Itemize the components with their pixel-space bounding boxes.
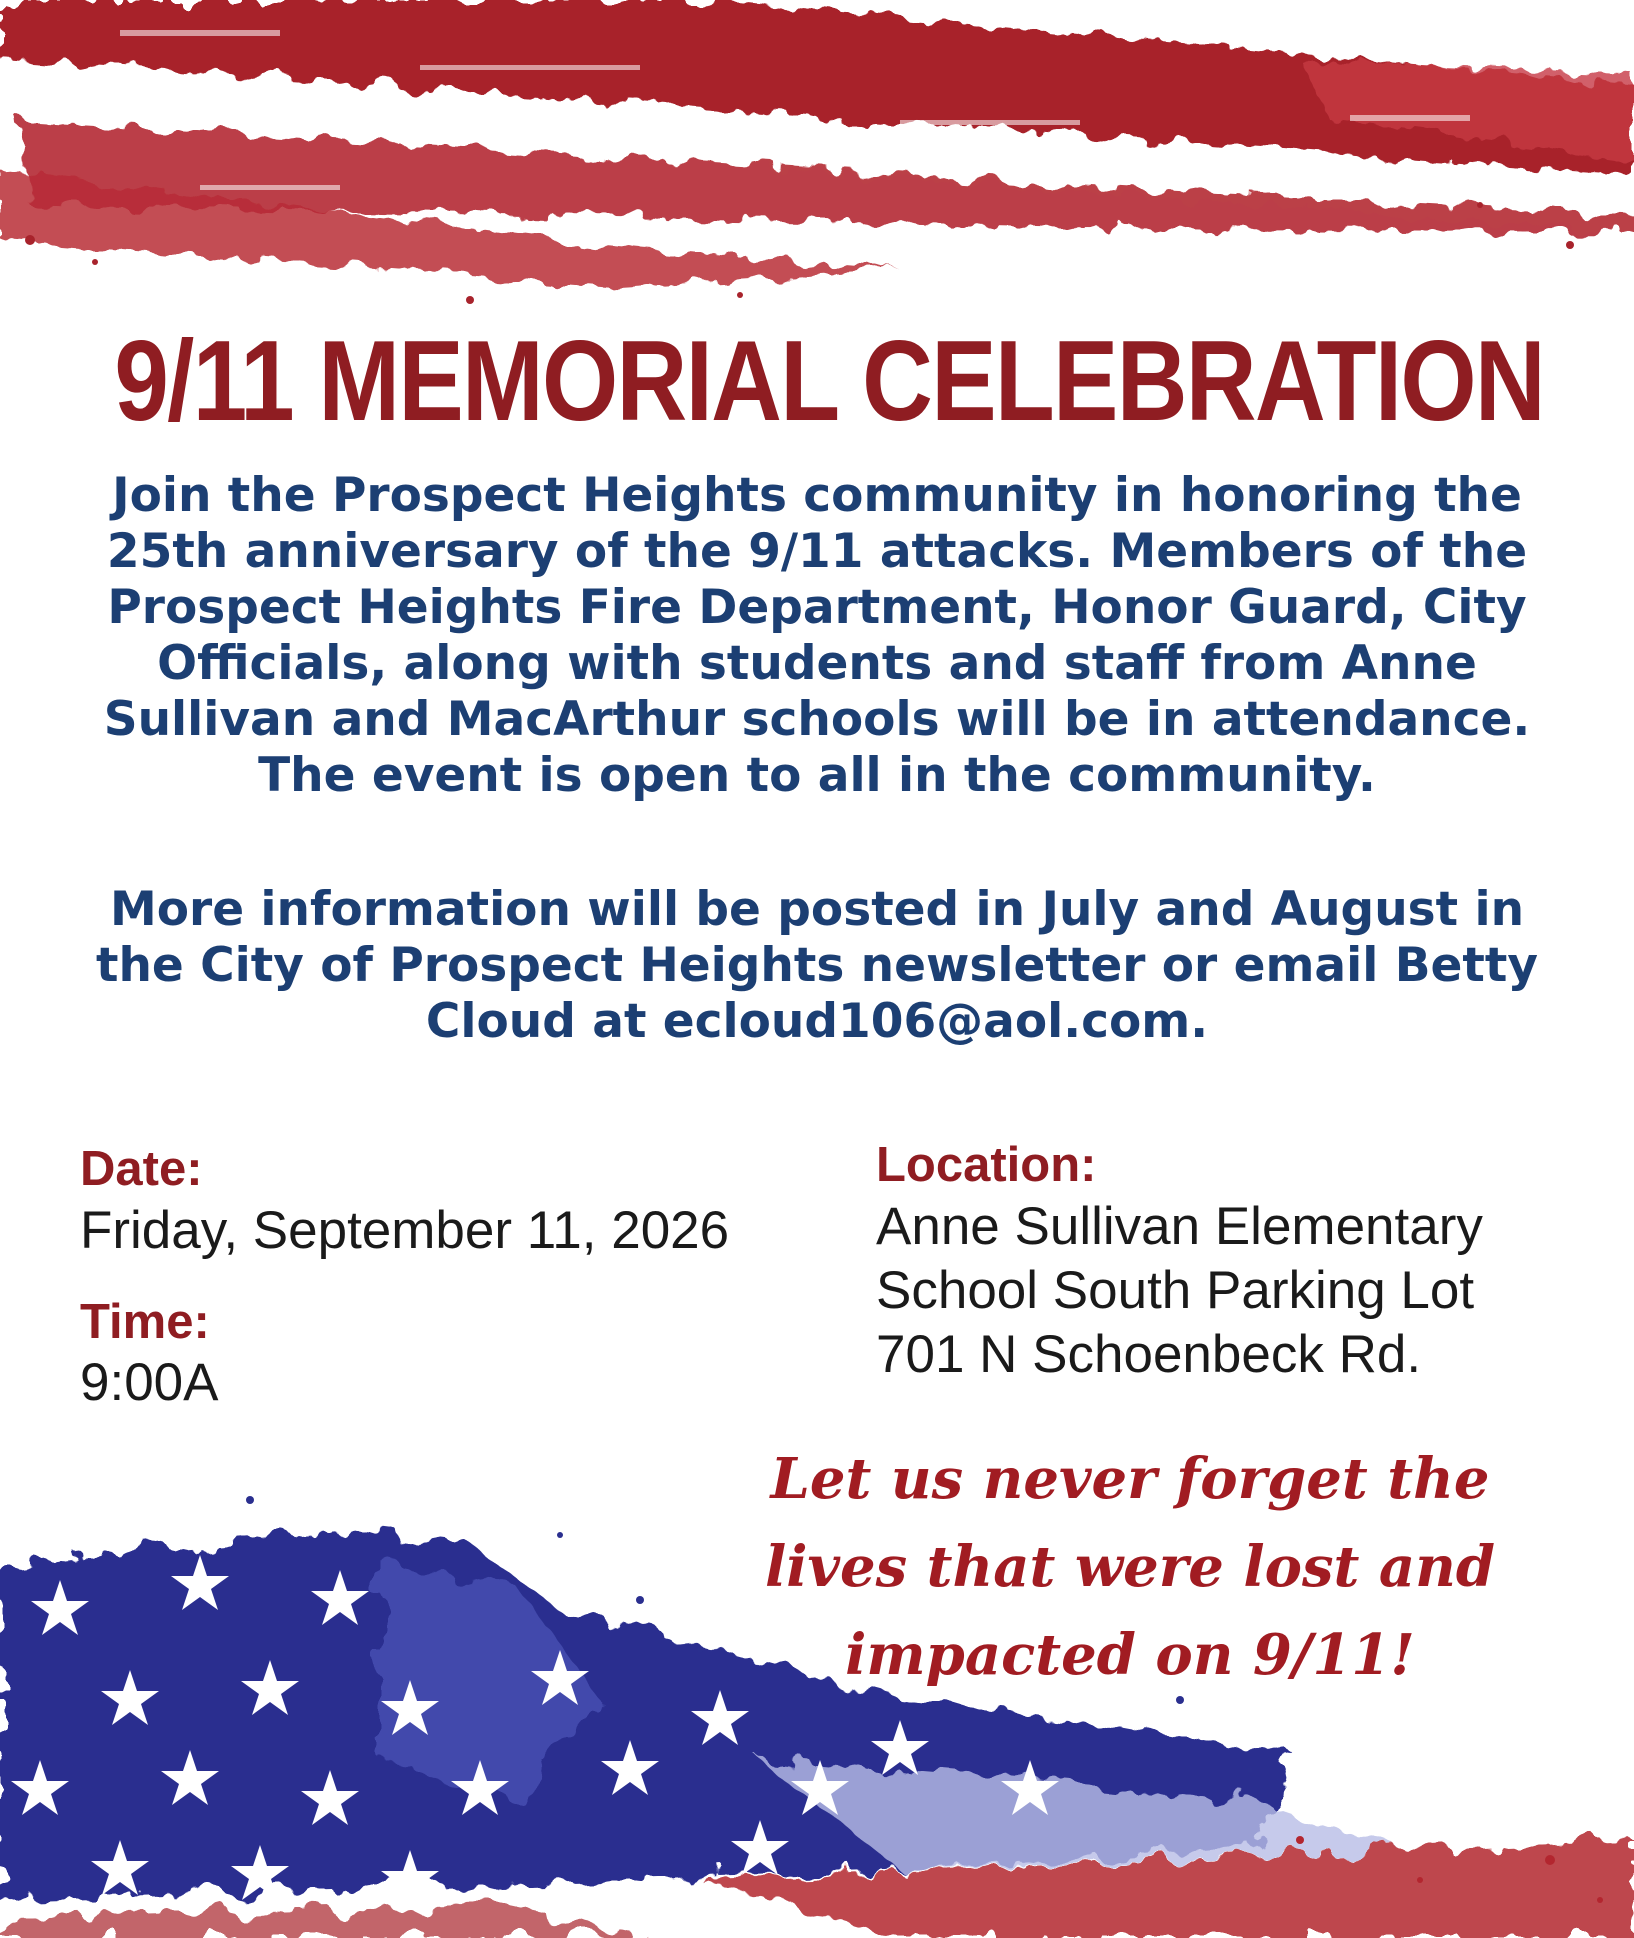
date-label: Date: — [80, 1142, 203, 1196]
closing-message: Let us never forget the lives that were lost and impacted on 9/11! — [764, 1446, 1496, 1688]
more-info-paragraph: More information will be posted in July and August in the City of Prospect Heights newsletter or email Betty Cloud at ecloud106@aol.com. — [96, 882, 1538, 1049]
time-value: 9:00A — [80, 1353, 219, 1412]
time-label: Time: — [80, 1295, 210, 1349]
location-line: 701 N Schoenbeck Rd. — [876, 1325, 1422, 1384]
location-label: Location: — [876, 1138, 1097, 1192]
page-title: 9/11 MEMORIAL CELEBRATION — [114, 318, 1544, 445]
intro-paragraph: Join the Prospect Heights community in honoring the 25th anniversary of the 9/11 attacks. Members of the Prospect Heights Fire Department, Honor Guard, City Officials, along with students and staff from Anne Sullivan and MacArthur schools will be in attendance. The event is open to all in the community. — [103, 468, 1531, 803]
date-value: Friday, September 11, 2026 — [80, 1201, 730, 1260]
location-line: School South Parking Lot — [876, 1261, 1475, 1320]
location-line: Anne Sullivan Elementary — [876, 1197, 1483, 1256]
